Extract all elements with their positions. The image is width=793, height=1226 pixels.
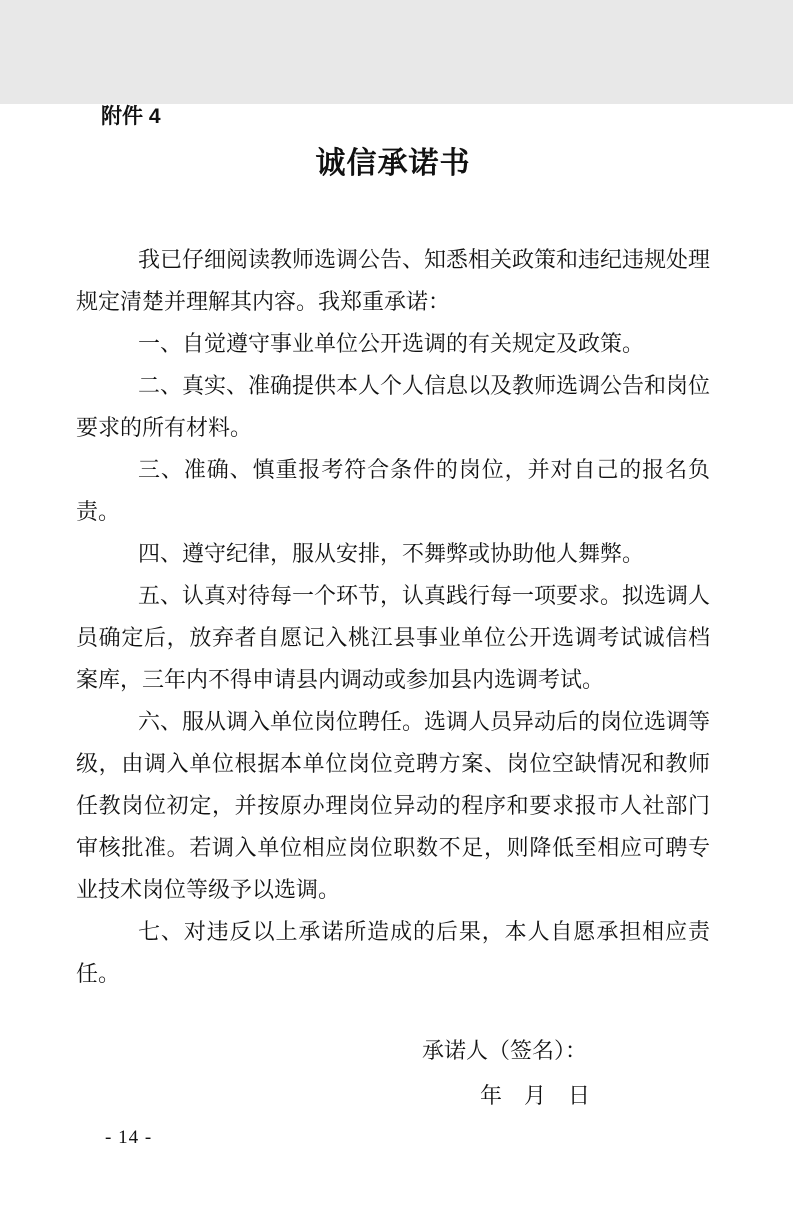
signature-block (76, 1028, 710, 1118)
intro-paragraph: 我已仔细阅读教师选调公告、知悉相关政策和违纪违规处理规定清楚并理解其内容。我郑重承诺： (76, 247, 711, 314)
list-item-7: 七、对违反以上承诺所造成的后果，本人自愿承担相应责任。 (76, 919, 710, 986)
list-item-5: 五、认真对待每一个环节，认真践行每一项要求。拟选调人员确定后，放弃者自愿记入桃江县事业单位公开选调考试诚信档案库，三年内不得申请县内调动或参加县内选调考试。 (76, 583, 711, 692)
list-item-6: 六、服从调入单位岗位聘任。选调人员异动后的岗位选调等级，由调入单位根据本单位岗位竞聘方案、岗位空缺情况和教师任教岗位初定，并按原办理岗位异动的程序和要求报市人社部门审核批准。若调入单位相应岗位职数不足，则降低至相应可聘专业技术岗位等级予以选调。 (76, 709, 711, 902)
page-title: 诚信承诺书 (315, 147, 471, 180)
list-item-4: 四、遵守纪律，服从安排，不舞弊或协助他人舞弊。 (138, 541, 645, 566)
document-page (0, 104, 793, 1226)
list-item-3: 三、准确、慎重报考符合条件的岗位，并对自己的报名负责。 (76, 457, 710, 524)
list-item-1: 一、自觉遵守事业单位公开选调的有关规定及政策。 (138, 331, 645, 356)
signer-label: 承诺人（签名）： (421, 1038, 587, 1063)
list-item-2: 二、真实、准确提供本人个人信息以及教师选调公告和岗位要求的所有材料。 (76, 373, 711, 440)
attachment-label: 附件 4 (101, 105, 161, 128)
date-line: 年 月 日 (479, 1083, 590, 1108)
page-number: - 14 - (105, 1127, 153, 1148)
document-body (76, 239, 710, 995)
